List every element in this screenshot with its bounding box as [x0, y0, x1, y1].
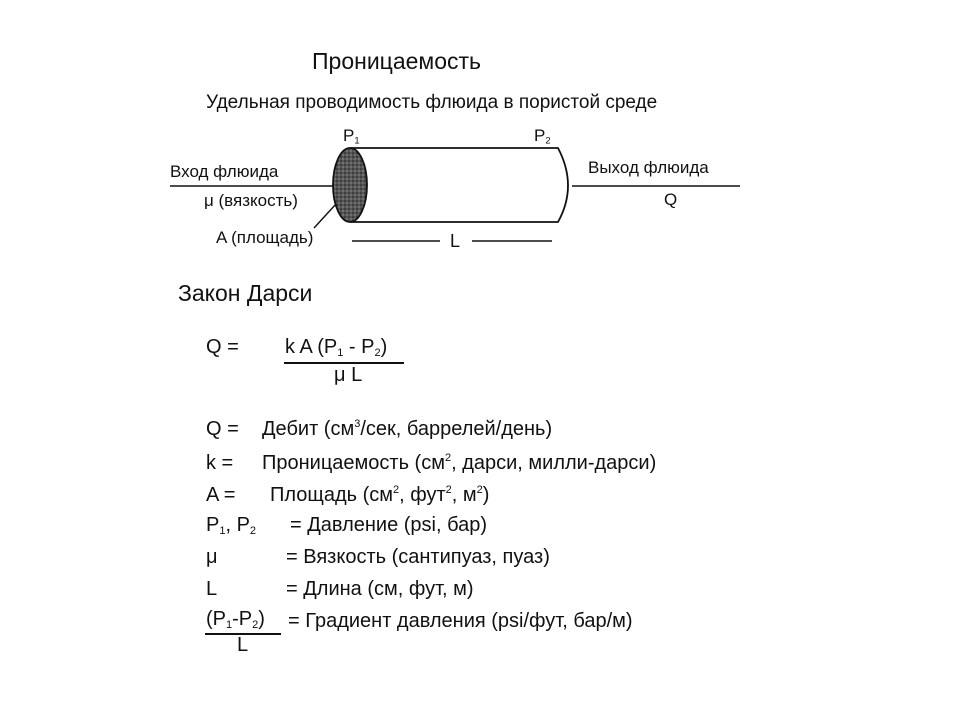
length-label: L	[450, 231, 461, 251]
legend-gradient-text: = Градиент давления (psi/фут, бар/м)	[288, 610, 633, 632]
legend-q-symbol: Q =	[206, 418, 239, 440]
pipe-diagram	[0, 0, 960, 290]
formula-denominator: μ L	[334, 364, 363, 386]
viscosity-pointer	[314, 204, 336, 228]
porous-end-face	[333, 148, 367, 222]
legend-p-symbol: $P_1$, $P_2$	[206, 514, 257, 537]
page-title: Проницаемость	[312, 48, 482, 74]
legend-k-text: Проницаемость ($см^2$, дарси, милли-дарси)	[262, 451, 657, 474]
formula-numerator: k A $(P_1 - P_2)$	[285, 336, 388, 359]
cylinder-body	[350, 148, 568, 222]
area-label: A (площадь)	[216, 228, 314, 247]
legend-l-symbol: L	[206, 578, 218, 600]
legend-gradient-numerator: $(P_1-P_2)$	[206, 608, 265, 631]
formula-lhs: Q =	[206, 336, 239, 358]
p2-label: $P_2$	[534, 126, 551, 146]
legend-k-symbol: k =	[206, 452, 234, 474]
legend-mu-symbol: μ	[206, 546, 218, 568]
legend-q-text: Дебит ($см^3$/сек, баррелей/день)	[262, 417, 553, 440]
legend-mu-text: = Вязкость (сантипуаз, пуаз)	[286, 546, 550, 568]
outlet-label: Выход флюида	[588, 158, 709, 177]
viscosity-label: μ (вязкость)	[204, 191, 298, 210]
legend-gradient-denominator: L	[237, 634, 249, 656]
law-title: Закон Дарси	[178, 280, 313, 306]
legend-a-symbol: A =	[206, 484, 236, 506]
p1-label: $P_1$	[343, 126, 360, 146]
legend-p-text: = Давление (psi, бар)	[290, 514, 488, 536]
legend-a-text: Площадь ($см^2$, фут$^2$, $м^2$)	[270, 483, 490, 506]
inlet-label: Вход флюида	[170, 162, 279, 181]
flow-label: Q	[664, 190, 678, 209]
legend-l-text: = Длина (см, фут, м)	[286, 578, 474, 600]
page-subtitle: Удельная проводимость флюида в пористой среде	[206, 92, 658, 113]
